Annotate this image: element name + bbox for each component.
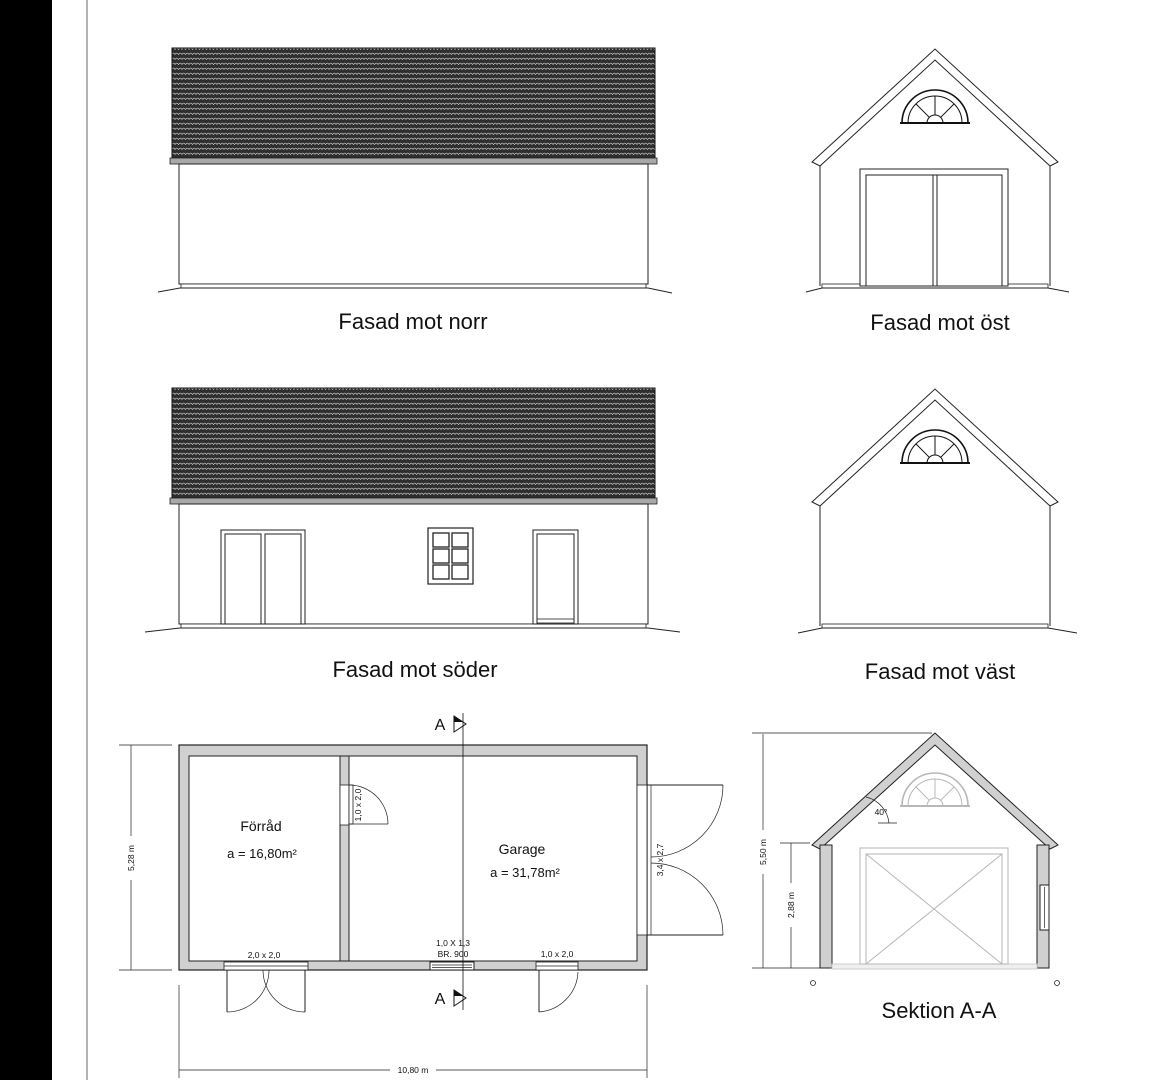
dim-total-height-label: 5,50 m [758, 839, 768, 865]
plan-window [430, 962, 474, 970]
dim-length-label: 10,80 m [397, 1065, 429, 1075]
door-frame [533, 530, 578, 624]
double-door-swing-left [227, 970, 269, 1012]
facade-north [158, 48, 672, 293]
dim-wall-height-label: 2,88 m [786, 892, 796, 918]
section-label: Sektion A-A [881, 998, 997, 1023]
room-area-storage: a = 16,80m² [227, 846, 297, 861]
roof-angle-label: 40° [874, 807, 888, 817]
window-note: BR. 900 [437, 949, 469, 959]
section-marker-top: A [434, 717, 446, 734]
ground-line [158, 288, 672, 293]
dim-depth-label: 5,28 m [126, 845, 136, 871]
facade-west-label: Fasad mot väst [864, 659, 1016, 684]
section-fan-window [900, 773, 970, 806]
eave-fascia [170, 498, 657, 504]
facade-east [806, 49, 1069, 292]
plinth [822, 624, 1048, 628]
left-black-band [0, 0, 52, 1080]
roof-tiles [172, 48, 655, 158]
window-frame [428, 528, 473, 584]
section-marker-bottom: A [434, 991, 446, 1008]
garage-door-opening [637, 785, 647, 935]
ground-line [798, 628, 1077, 633]
plinth [181, 284, 646, 288]
ground-marker-left [811, 981, 816, 986]
section-floor [832, 964, 1037, 969]
floor-plan [119, 713, 723, 1078]
ground-line [145, 628, 680, 632]
ground-marker-right [1055, 981, 1060, 986]
side-door-size: 1,0 x 2,0 [540, 949, 574, 959]
fan-window [900, 430, 970, 463]
plinth [181, 624, 646, 628]
facade-south [145, 388, 680, 632]
eave-fascia [170, 158, 657, 164]
ground-line [806, 288, 1069, 292]
inner-door-size: 1,0 x 2,0 [353, 788, 363, 822]
garage-door-frame [860, 169, 1008, 286]
room-name-storage: Förråd [240, 818, 282, 834]
facade-west [798, 389, 1077, 633]
section-aa [752, 733, 1060, 986]
wall [179, 164, 648, 284]
facade-south-label: Fasad mot söder [332, 657, 498, 682]
room-area-garage: a = 31,78m² [490, 865, 560, 880]
inner-door-opening [340, 785, 349, 825]
roof-tiles [172, 388, 655, 498]
side-door-swing [539, 972, 578, 1012]
facade-north-label: Fasad mot norr [338, 309, 488, 334]
double-door-size: 2,0 x 2,0 [247, 950, 281, 960]
section-wall-left [820, 845, 832, 968]
facade-east-label: Fasad mot öst [870, 310, 1010, 335]
window-size: 1,0 X 1,3 [435, 938, 471, 948]
section-garage-door [860, 848, 1008, 964]
double-door-swing-right [263, 970, 305, 1012]
fan-window [900, 90, 970, 123]
garage-door-size: 3,4 x 2,7 [655, 843, 665, 877]
room-name-garage: Garage [498, 841, 546, 857]
double-door-frame [221, 530, 305, 624]
